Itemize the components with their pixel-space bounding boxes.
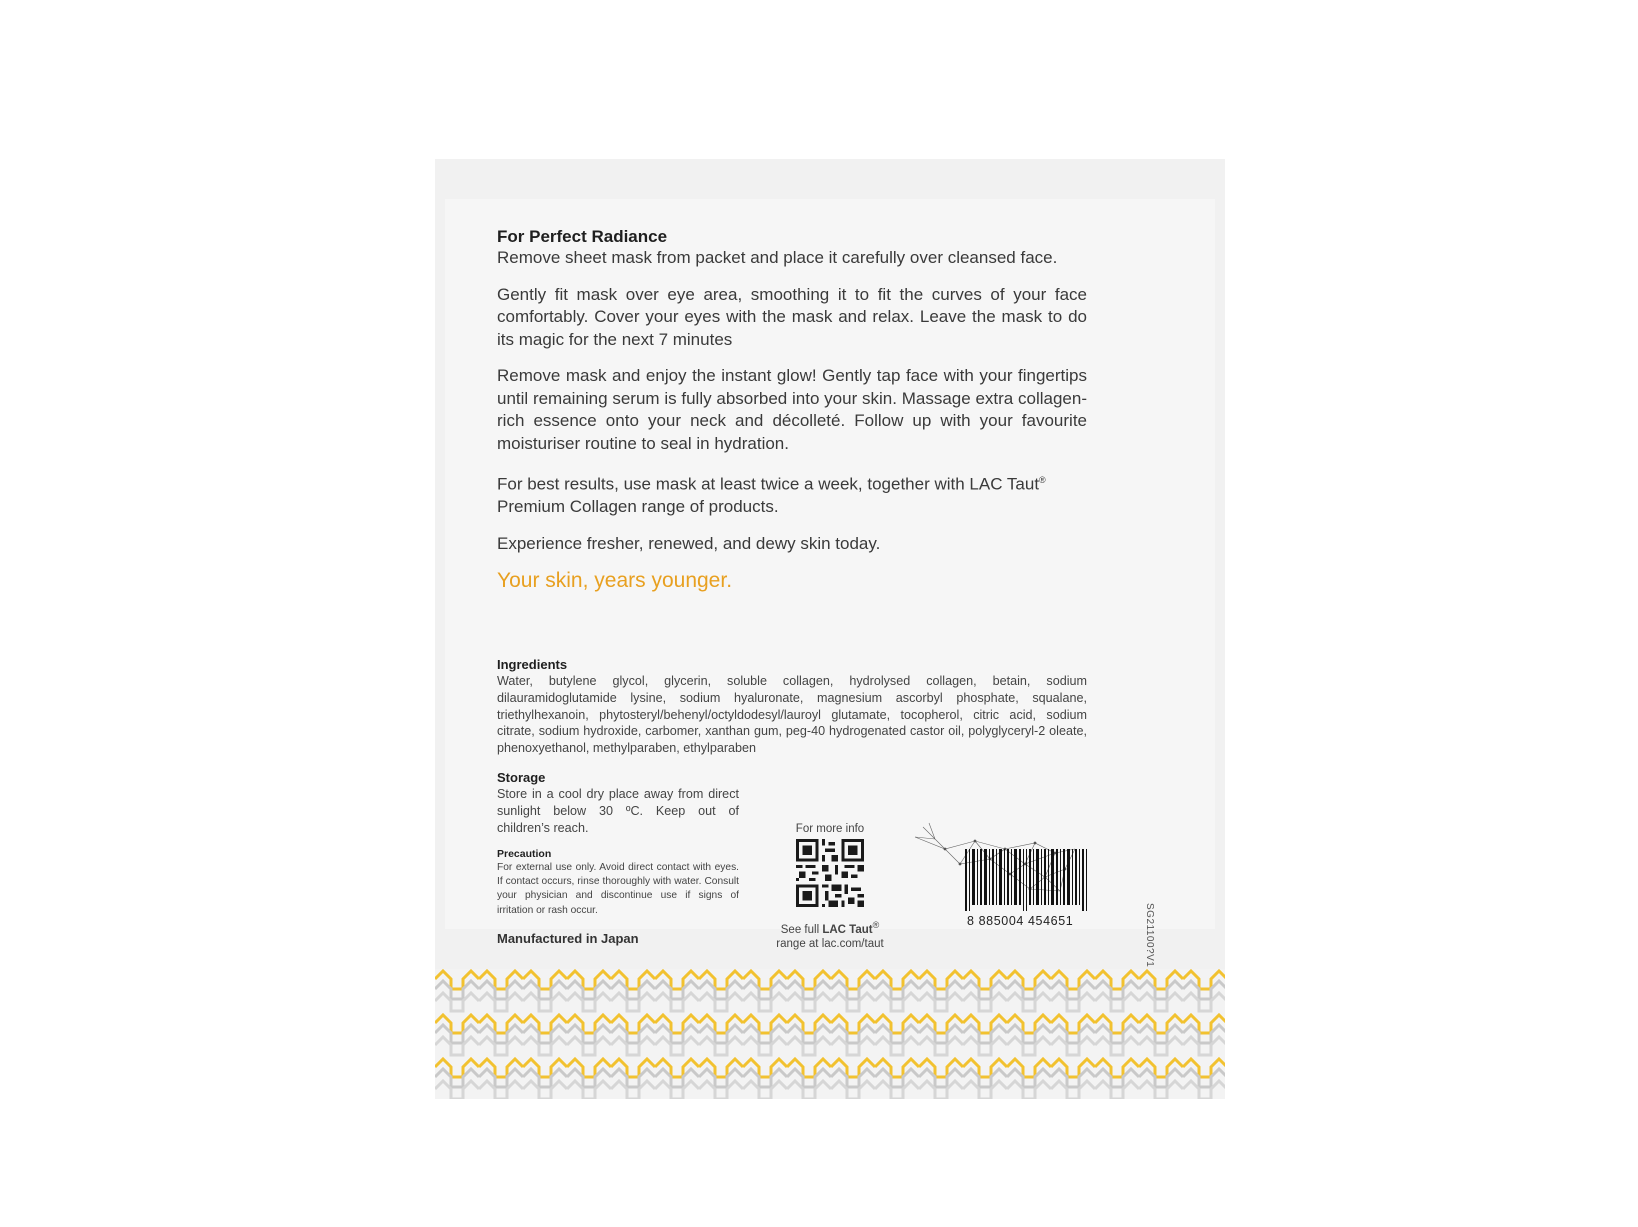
qr-code-icon xyxy=(796,839,864,907)
storage-title: Storage xyxy=(497,770,546,785)
storage-text: Store in a cool dry place away from direct sunlight below 30 ºC. Keep out of children’s reach. xyxy=(497,787,739,835)
instructions-section xyxy=(497,226,1087,593)
qr-registered-mark: ® xyxy=(872,920,880,930)
qr-caption-brand: LAC Taut xyxy=(822,923,873,936)
instruction-step-1: Remove sheet mask from packet and place it carefully over cleansed face. xyxy=(497,248,1058,267)
ingredients-text: Water, butylene glycol, glycerin, soluble collagen, hydrolysed collagen, betain, sodium dilauramidoglutamide lysine, sodium hyaluronate, magnesium ascorbyl phosphate, squalane, triethylhexanoin, phytosteryl/behenyl/octyldodesyl/lauroyl glutamate, tocopherol, citric acid, sodium citrate, sodium hydroxide, carbomer, xanthan gum, peg-40 hydrogenated castor oil, polyglyceryl-2 oleate, phenoxyethanol, methylparaben, ethylparaben xyxy=(497,674,1087,756)
instruction-step-2: Gently fit mask over eye area, smoothing it to fit the curves of your face comfortably. Cover your eyes with the mask and relax. Leave the mask to do its magic for the next 7 minutes xyxy=(497,284,1087,349)
qr-label: For more info xyxy=(795,823,865,835)
qr-caption-suffix: range at lac.com/taut xyxy=(776,937,884,950)
section-title: For Perfect Radiance xyxy=(497,227,668,246)
precaution-title: Precaution xyxy=(497,848,552,860)
registered-mark: ® xyxy=(1039,475,1046,485)
mask-packet-back xyxy=(435,159,1225,1099)
experience-line: Experience fresher, renewed, and dewy skin today. xyxy=(497,533,881,553)
tagline: Your skin, years younger. xyxy=(497,569,733,593)
precaution-section xyxy=(497,847,739,918)
ingredients-section xyxy=(497,656,1087,757)
ingredients-title: Ingredients xyxy=(497,657,568,672)
instruction-best-results xyxy=(497,469,1087,519)
qr-caption-prefix: See full xyxy=(780,923,823,936)
storage-section xyxy=(497,769,739,836)
barcode-icon xyxy=(965,849,1095,911)
zigzag-pattern-icon xyxy=(435,969,1225,1099)
instruction-step-3: Remove mask and enjoy the instant glow! Gently tap face with your fingertips until remaining serum is fully absorbed into your skin. Massage extra collagen-rich essence onto your neck and décolleté. Follow up with your favourite moisturiser routine to seal in hydration. xyxy=(497,366,1087,453)
barcode-number: 8 885004 454651 xyxy=(967,914,1074,928)
best-results-line-1: For best results, use mask at least twice a week, together with LAC Taut xyxy=(497,474,1040,494)
best-results-line-2: Premium Collagen range of products. xyxy=(497,497,779,517)
barcode-block xyxy=(905,819,1095,939)
lot-code: SG21100?V1 xyxy=(1144,903,1155,968)
qr-caption xyxy=(765,918,895,951)
precaution-text: For external use only. Avoid direct contact with eyes. If contact occurs, rinse thoroughly with water. Consult your physician and discontinue use if signs of irritation or rash occur. xyxy=(497,862,739,916)
manufactured-label: Manufactured in Japan xyxy=(497,931,639,946)
qr-block xyxy=(765,823,895,951)
